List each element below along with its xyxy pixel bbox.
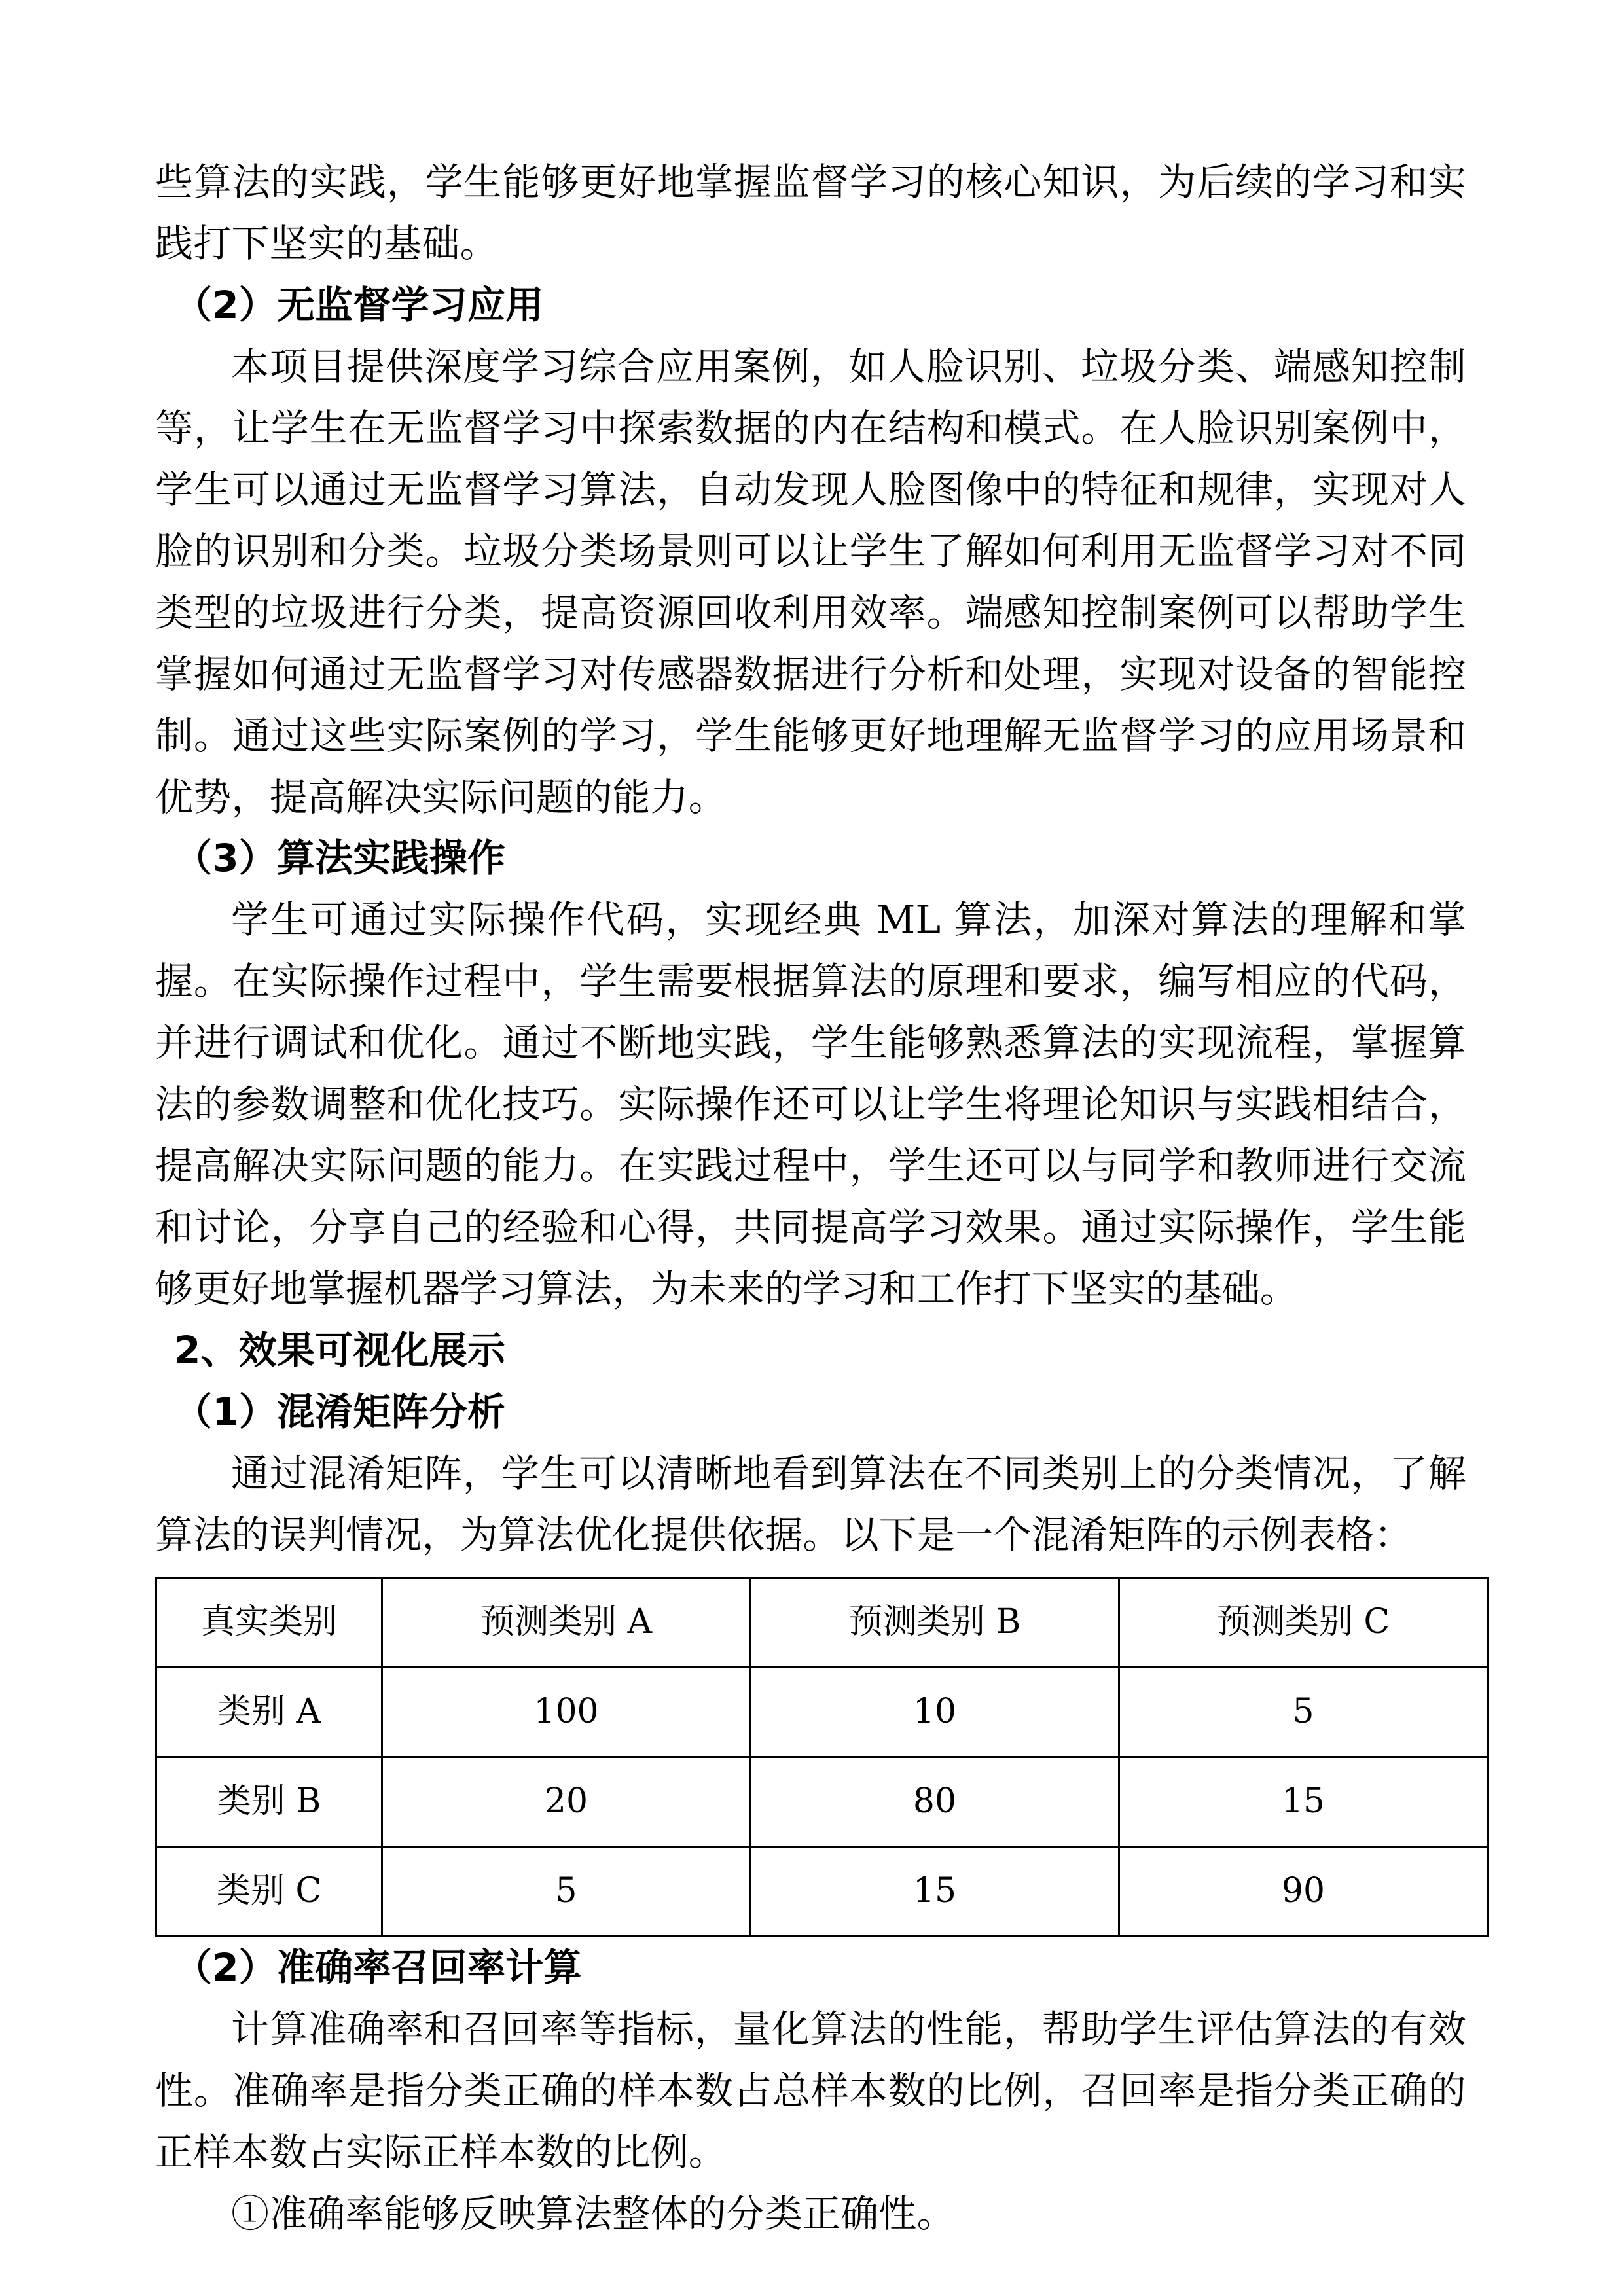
table-cell-value: 5 [1119,1667,1488,1757]
confusion-matrix-table [155,1577,1489,1937]
table-header-cell: 预测类别 B [751,1577,1119,1667]
paragraph-confusion-matrix-analysis: 通过混淆矩阵，学生可以清晰地看到算法在不同类别上的分类情况，了解算法的误判情况，为算法优化提供依据。以下是一个混淆矩阵的示例表格： [155,1451,1466,1557]
heading-confusion-matrix-analysis: （1）混淆矩阵分析 [174,1390,506,1435]
table-cell-value: 15 [751,1846,1119,1936]
heading-unsupervised-learning-application: （2）无监督学习应用 [174,282,544,327]
table-row [156,1846,1488,1936]
table-header-cell: 预测类别 C [1119,1577,1488,1667]
paragraph-accuracy-note-one: ①准确率能够反映算法整体的分类正确性。 [231,2191,955,2236]
table-row-label: 类别 A [156,1667,382,1757]
paragraph-precision-recall-calculation: 计算准确率和召回率等指标，量化算法的性能，帮助学生评估算法的有效性。准确率是指分类正确的样本数占总样本数的比例，召回率是指分类正确的正样本数占实际正样本数的比例。 [155,2006,1466,2174]
table-cell-value: 10 [751,1667,1119,1757]
table-row-label: 类别 B [156,1757,382,1846]
table-cell-value: 15 [1119,1757,1488,1846]
table-header-cell: 预测类别 A [382,1577,751,1667]
heading-algorithm-practice-operation: （3）算法实践操作 [174,836,506,881]
document-body [155,152,1466,2245]
table-row [156,1757,1488,1846]
table-cell-value: 5 [382,1846,751,1936]
paragraph-supervised-learning-continued: 些算法的实践，学生能够更好地掌握监督学习的核心知识，为后续的学习和实践打下坚实的基础。 [155,160,1466,266]
table-row-label: 类别 C [156,1846,382,1936]
heading-precision-recall-calculation: （2）准确率召回率计算 [174,1945,582,1990]
heading-effect-visualization: 2、效果可视化展示 [174,1328,506,1373]
table-cell-value: 80 [751,1757,1119,1846]
table-cell-value: 90 [1119,1846,1488,1936]
paragraph-unsupervised-learning-application: 本项目提供深度学习综合应用案例，如人脸识别、垃圾分类、端感知控制等，让学生在无监督学习中探索数据的内在结构和模式。在人脸识别案例中，学生可以通过无监督学习算法，自动发现人脸图像中的特征和规律，实现对人脸的识别和分类。垃圾分类场景则可以让学生了解如何利用无监督学习对不同类型的垃圾进行分类，提高资源回收利用效率。端感知控制案例可以帮助学生掌握如何通过无监督学习对传感器数据进行分析和处理，实现对设备的智能控制。通过这些实际案例的学习，学生能够更好地理解无监督学习的应用场景和优势，提高解决实际问题的能力。 [155,344,1466,819]
table-cell-value: 100 [382,1667,751,1757]
table-cell-value: 20 [382,1757,751,1846]
table-header-cell: 真实类别 [156,1577,382,1667]
table-row [156,1667,1488,1757]
table-header-row [156,1577,1488,1667]
paragraph-algorithm-practice-operation: 学生可通过实际操作代码，实现经典 ML 算法，加深对算法的理解和掌握。在实际操作过程中，学生需要根据算法的原理和要求，编写相应的代码，并进行调试和优化。通过不断地实践，学生能够熟悉算法的实现流程，掌握算法的参数调整和优化技巧。实际操作还可以让学生将理论知识与实践相结合，提高解决实际问题的能力。在实践过程中，学生还可以与同学和教师进行交流和讨论，分享自己的经验和心得，共同提高学习效果。通过实际操作，学生能够更好地掌握机器学习算法，为未来的学习和工作打下坚实的基础。 [155,897,1466,1312]
